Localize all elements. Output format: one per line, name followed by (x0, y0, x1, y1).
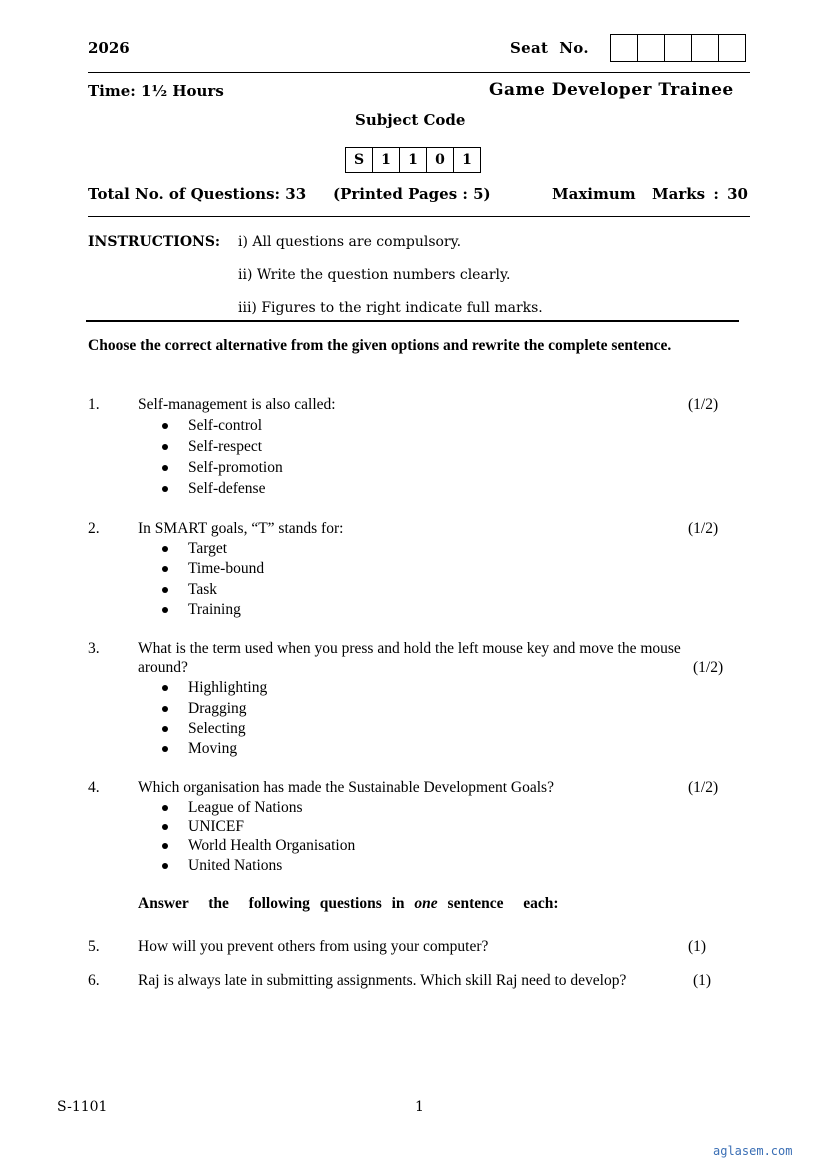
option-item (162, 540, 227, 558)
footer-paper-code: S-1101 (57, 1099, 108, 1115)
seat-number-box (638, 35, 665, 61)
bullet-icon (162, 486, 168, 492)
bullet-icon (162, 805, 168, 811)
question-marks: (1/2) (688, 520, 719, 537)
subject-code-char: 1 (462, 152, 472, 168)
subject-code-char: S (346, 148, 373, 172)
section-heading-2 (138, 895, 559, 913)
option-item (162, 459, 283, 477)
total-questions: Total No. of Questions: 33 (88, 185, 307, 203)
bullet-icon (162, 546, 168, 552)
bullet-icon (162, 444, 168, 450)
page-number: 1 (415, 1099, 424, 1115)
option-text: Self-defense (188, 480, 266, 497)
bullet-icon (162, 685, 168, 691)
option-text: Training (188, 601, 241, 618)
question-marks: (1/2) (688, 396, 719, 413)
header-divider (88, 72, 750, 73)
header-bottom-divider (88, 216, 750, 217)
bullet-icon (162, 607, 168, 613)
option-item (162, 857, 282, 875)
option-text: UNICEF (188, 818, 244, 835)
question-text: Which organisation has made the Sustainable Development Goals? (138, 779, 554, 796)
seat-number-label: Seat No. (510, 39, 589, 57)
instruction-item: iii) Figures to the right indicate full marks. (238, 300, 543, 316)
option-text: Self-control (188, 417, 263, 434)
question-text: What is the term used when you press and hold the left mouse key and move the mouse (138, 640, 681, 657)
subject-code-char: 1 (400, 148, 427, 172)
subject-code-char: 0 (427, 148, 454, 172)
option-item (162, 837, 355, 855)
option-item (162, 438, 262, 456)
section-heading-text: sentence each: (437, 895, 559, 912)
option-item (162, 818, 244, 836)
bullet-icon (162, 843, 168, 849)
question-text-continued: around? (138, 659, 188, 676)
seat-number-boxes (610, 34, 746, 62)
option-text: Self-promotion (188, 459, 283, 476)
trade-title: Game Developer Trainee (489, 80, 734, 100)
section-heading-emphasis: one (414, 895, 438, 912)
option-text: United Nations (188, 857, 283, 874)
option-item (162, 417, 262, 435)
question-number: 5. (88, 938, 100, 955)
seat-number-box (665, 35, 692, 61)
bullet-icon (162, 465, 168, 471)
bullet-icon (162, 706, 168, 712)
instructions-divider (86, 320, 739, 322)
instruction-item: ii) Write the question numbers clearly. (238, 267, 511, 283)
option-text: Moving (188, 740, 238, 757)
question-text: Raj is always late in submitting assignments. Which skill Raj need to develop? (138, 972, 627, 989)
watermark-link[interactable]: aglasem.com (713, 1144, 793, 1158)
question-text: How will you prevent others from using your computer? (138, 938, 489, 955)
bullet-icon (162, 587, 168, 593)
question-text: Self-management is also called: (138, 396, 336, 413)
option-text: League of Nations (188, 799, 303, 816)
option-text: Highlighting (188, 679, 268, 696)
bullet-icon (162, 746, 168, 752)
seat-number-box (692, 35, 719, 61)
bullet-icon (162, 863, 168, 869)
seat-number-box (611, 35, 638, 61)
exam-year: 2026 (88, 39, 130, 57)
bullet-icon (162, 423, 168, 429)
question-marks: (1/2) (688, 779, 719, 796)
option-item (162, 560, 264, 578)
subject-code-label: Subject Code (355, 111, 466, 129)
exam-duration: Time: 1½ Hours (88, 82, 224, 100)
question-number: 6. (88, 972, 100, 989)
subject-code-char: 1 (373, 148, 400, 172)
option-item (162, 720, 246, 738)
bullet-icon (162, 726, 168, 732)
bullet-icon (162, 566, 168, 572)
question-text: In SMART goals, “T” stands for: (138, 520, 344, 537)
printed-pages: (Printed Pages : 5) (333, 185, 491, 203)
question-marks: (1/2) (693, 659, 724, 676)
option-text: Task (188, 581, 218, 598)
option-item (162, 601, 241, 619)
option-item (162, 799, 303, 817)
question-number: 1. (88, 396, 100, 413)
question-marks: (1) (693, 972, 712, 989)
option-text: Self-respect (188, 438, 263, 455)
subject-code-boxes (345, 147, 481, 173)
option-text: Target (188, 540, 228, 557)
question-number: 2. (88, 520, 100, 537)
bullet-icon (162, 824, 168, 830)
maximum-marks: Maximum Marks : 30 (552, 185, 748, 203)
instruction-item: i) All questions are compulsory. (238, 234, 462, 250)
question-marks: (1) (688, 938, 707, 955)
section-heading: Choose the correct alternative from the given options and rewrite the complete sentence. (88, 337, 672, 354)
question-number: 3. (88, 640, 100, 657)
option-text: World Health Organisation (188, 837, 356, 854)
instructions-label: INSTRUCTIONS: (88, 234, 221, 250)
option-item (162, 679, 267, 697)
seat-number-box (719, 35, 745, 61)
section-heading-text: Answer the following questions in (138, 895, 415, 912)
option-item (162, 700, 247, 718)
question-number: 4. (88, 779, 100, 796)
option-item (162, 740, 237, 758)
option-text: Dragging (188, 700, 247, 717)
option-item (162, 480, 265, 498)
option-text: Time-bound (188, 560, 265, 577)
option-item (162, 581, 217, 599)
option-text: Selecting (188, 720, 246, 737)
